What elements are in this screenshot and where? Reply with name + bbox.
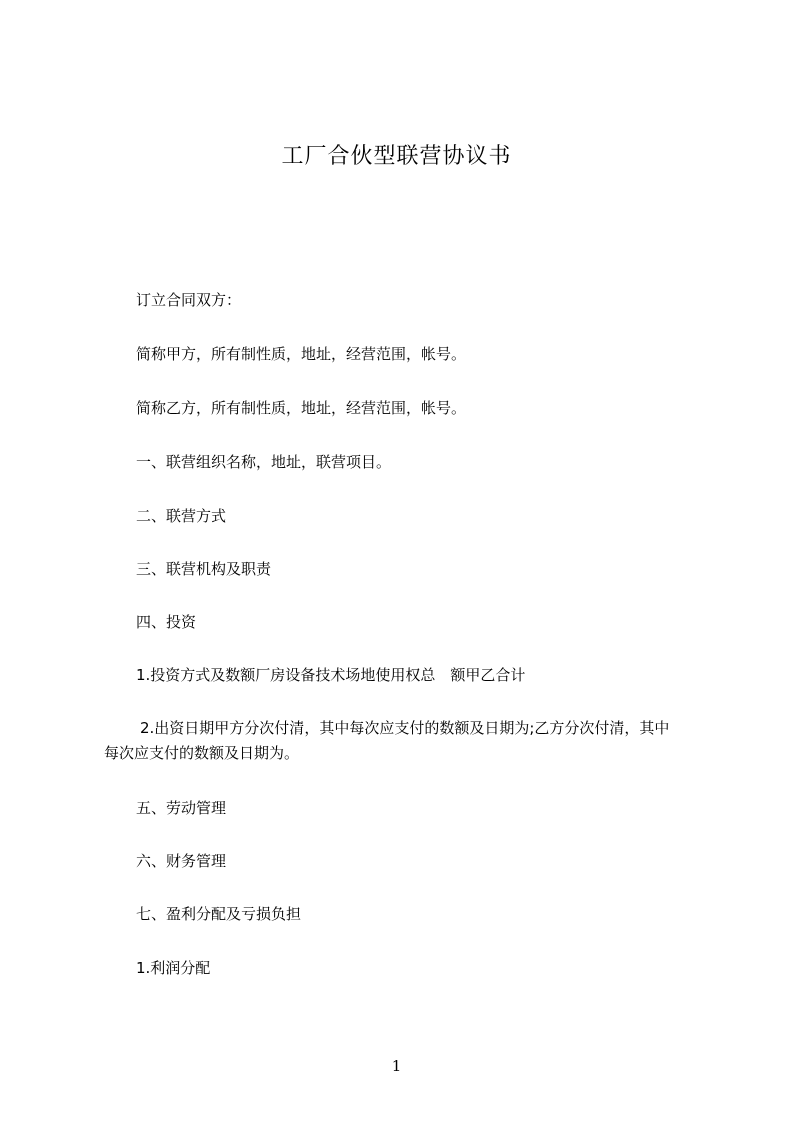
investment-item-2-continued: 每次应支付的数额及日期为。 bbox=[104, 744, 300, 762]
section-6-heading: 六、财务管理 bbox=[136, 852, 227, 870]
section-2-heading: 二、联营方式 bbox=[136, 507, 227, 525]
document-title: 工厂合伙型联营协议书 bbox=[281, 144, 512, 169]
section-7-heading: 七、盈利分配及亏损负担 bbox=[136, 905, 302, 923]
section-1-heading: 一、联营组织名称，地址，联营项目。 bbox=[136, 453, 392, 471]
section-3-heading: 三、联营机构及职责 bbox=[136, 560, 272, 578]
section-4-heading: 四、投资 bbox=[136, 613, 197, 631]
investment-item-2: 2.出资日期甲方分次付清，其中每次应支付的数额及日期为;乙方分次付清，其中 bbox=[140, 719, 670, 737]
investment-item-1: 1.投资方式及数额厂房设备技术场地使用权总 额甲乙合计 bbox=[136, 666, 526, 684]
section-5-heading: 五、劳动管理 bbox=[136, 799, 227, 817]
profit-item-1: 1.利润分配 bbox=[136, 959, 211, 977]
page-number: 1 bbox=[391, 1057, 402, 1075]
party-b-line: 简称乙方，所有制性质，地址，经营范围，帐号。 bbox=[136, 399, 467, 417]
party-a-line: 简称甲方，所有制性质，地址，经营范围，帐号。 bbox=[136, 345, 467, 363]
parties-heading: 订立合同双方： bbox=[136, 291, 242, 309]
